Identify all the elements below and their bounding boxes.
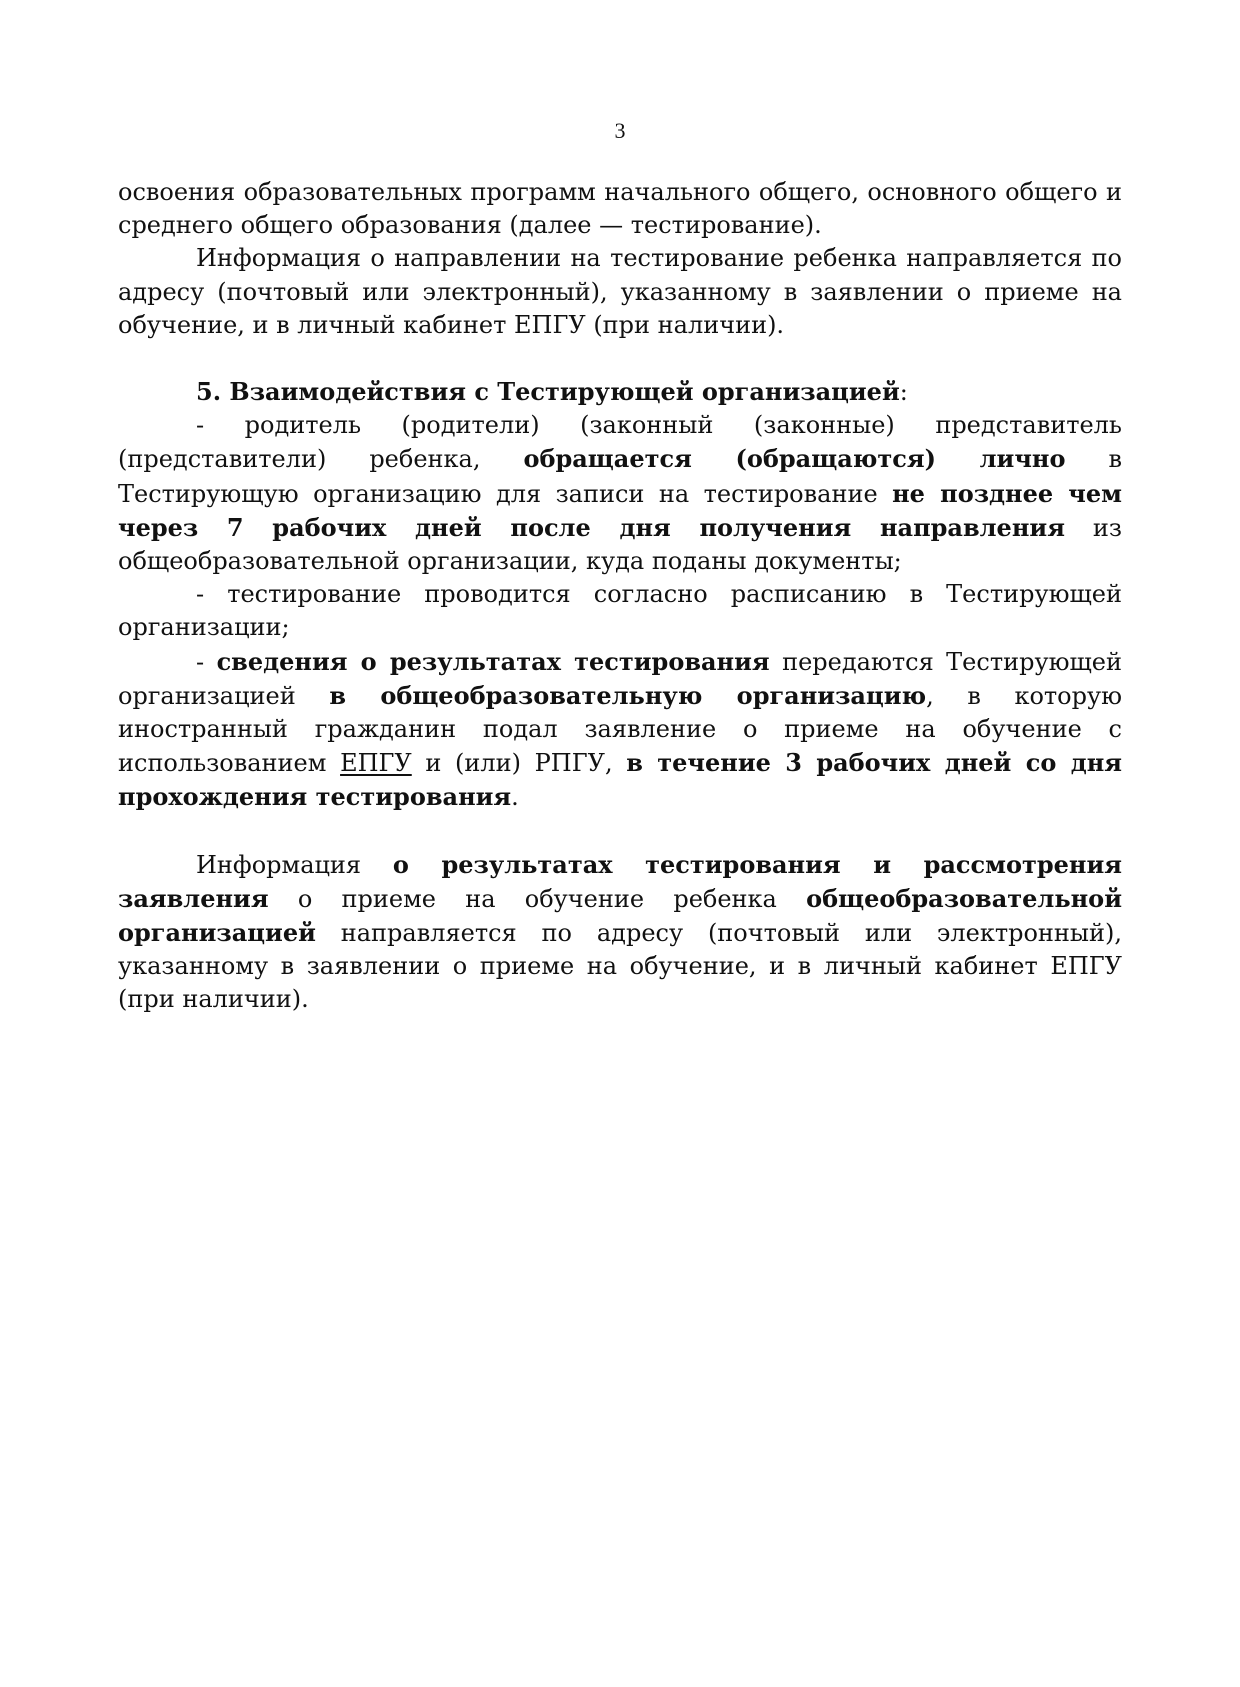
list-item-text: - тестирование проводится согласно расписанию в Тестирующей организации; (118, 580, 1122, 642)
list-item-schedule (118, 578, 1122, 644)
page-number: 3 (614, 118, 626, 143)
list-item-text: , в которую иностранный гражданин подал заявление о приеме на обучение с использованием (118, 681, 1122, 778)
list-item-text: из общеобразовательной организации, куда поданы документы; (118, 513, 1122, 576)
paragraph-gap (118, 342, 1122, 375)
list-item-text: в Тестирующую организацию для записи на тестирование (118, 445, 1122, 508)
emphasis-text: сведения о результатах тестирования (216, 646, 770, 676)
section-heading-colon: : (899, 378, 908, 407)
paragraph-text: о приеме на обучение ребенка (268, 884, 807, 913)
epgu-underlined-text: ЕПГУ (340, 749, 412, 778)
paragraph-text: освоения образовательных программ начального общего, основного общего и среднего общего образования (далее — тестирование). (118, 178, 1122, 240)
section-heading-text: 5. Взаимодействия с Тестирующей организацией (196, 377, 900, 407)
list-item-text: - родитель (родители) (законный (законные) представитель (представители) ребенка, (118, 411, 1122, 474)
paragraph-text: Информация (196, 850, 393, 879)
emphasis-text: о результатах тестирования и рассмотрения заявления (118, 849, 1123, 913)
paragraph-continuation (118, 176, 1122, 242)
section-heading (118, 375, 1122, 409)
list-item-text: и (или) РПГУ, (411, 749, 627, 778)
list-item-parents (118, 409, 1122, 578)
list-item-text: . (511, 783, 519, 812)
list-item-text: передаются Тестирующей организацией (118, 647, 1122, 710)
emphasis-text: общеобразовательной организацией (118, 883, 1122, 948)
paragraph-direction-info (118, 242, 1122, 342)
document-body (118, 176, 1122, 1017)
paragraph-results-info (118, 848, 1122, 1017)
paragraph-text: направляется по адресу (почтовый или электронный), указанному в заявлении о приеме на обучение, и в личный кабинет ЕПГУ (при наличии). (118, 919, 1122, 1014)
emphasis-text: не позднее чем через 7 рабочих дней после дня получения направления (118, 478, 1122, 542)
emphasis-text: обращается (обращаются) лично (523, 444, 1066, 474)
paragraph-gap (118, 815, 1122, 848)
list-item-results (118, 645, 1122, 815)
emphasis-text: в течение 3 рабочих дней со дня прохождения тестирования (118, 748, 1123, 812)
list-item-text: - (196, 647, 217, 676)
paragraph-text: Информация о направлении на тестирование ребенка направляется по адресу (почтовый или электронный), указанному в заявлении о приеме на обучение, и в личный кабинет ЕПГУ (при наличии). (118, 244, 1122, 339)
emphasis-text: в общеобразовательную организацию (329, 680, 927, 710)
